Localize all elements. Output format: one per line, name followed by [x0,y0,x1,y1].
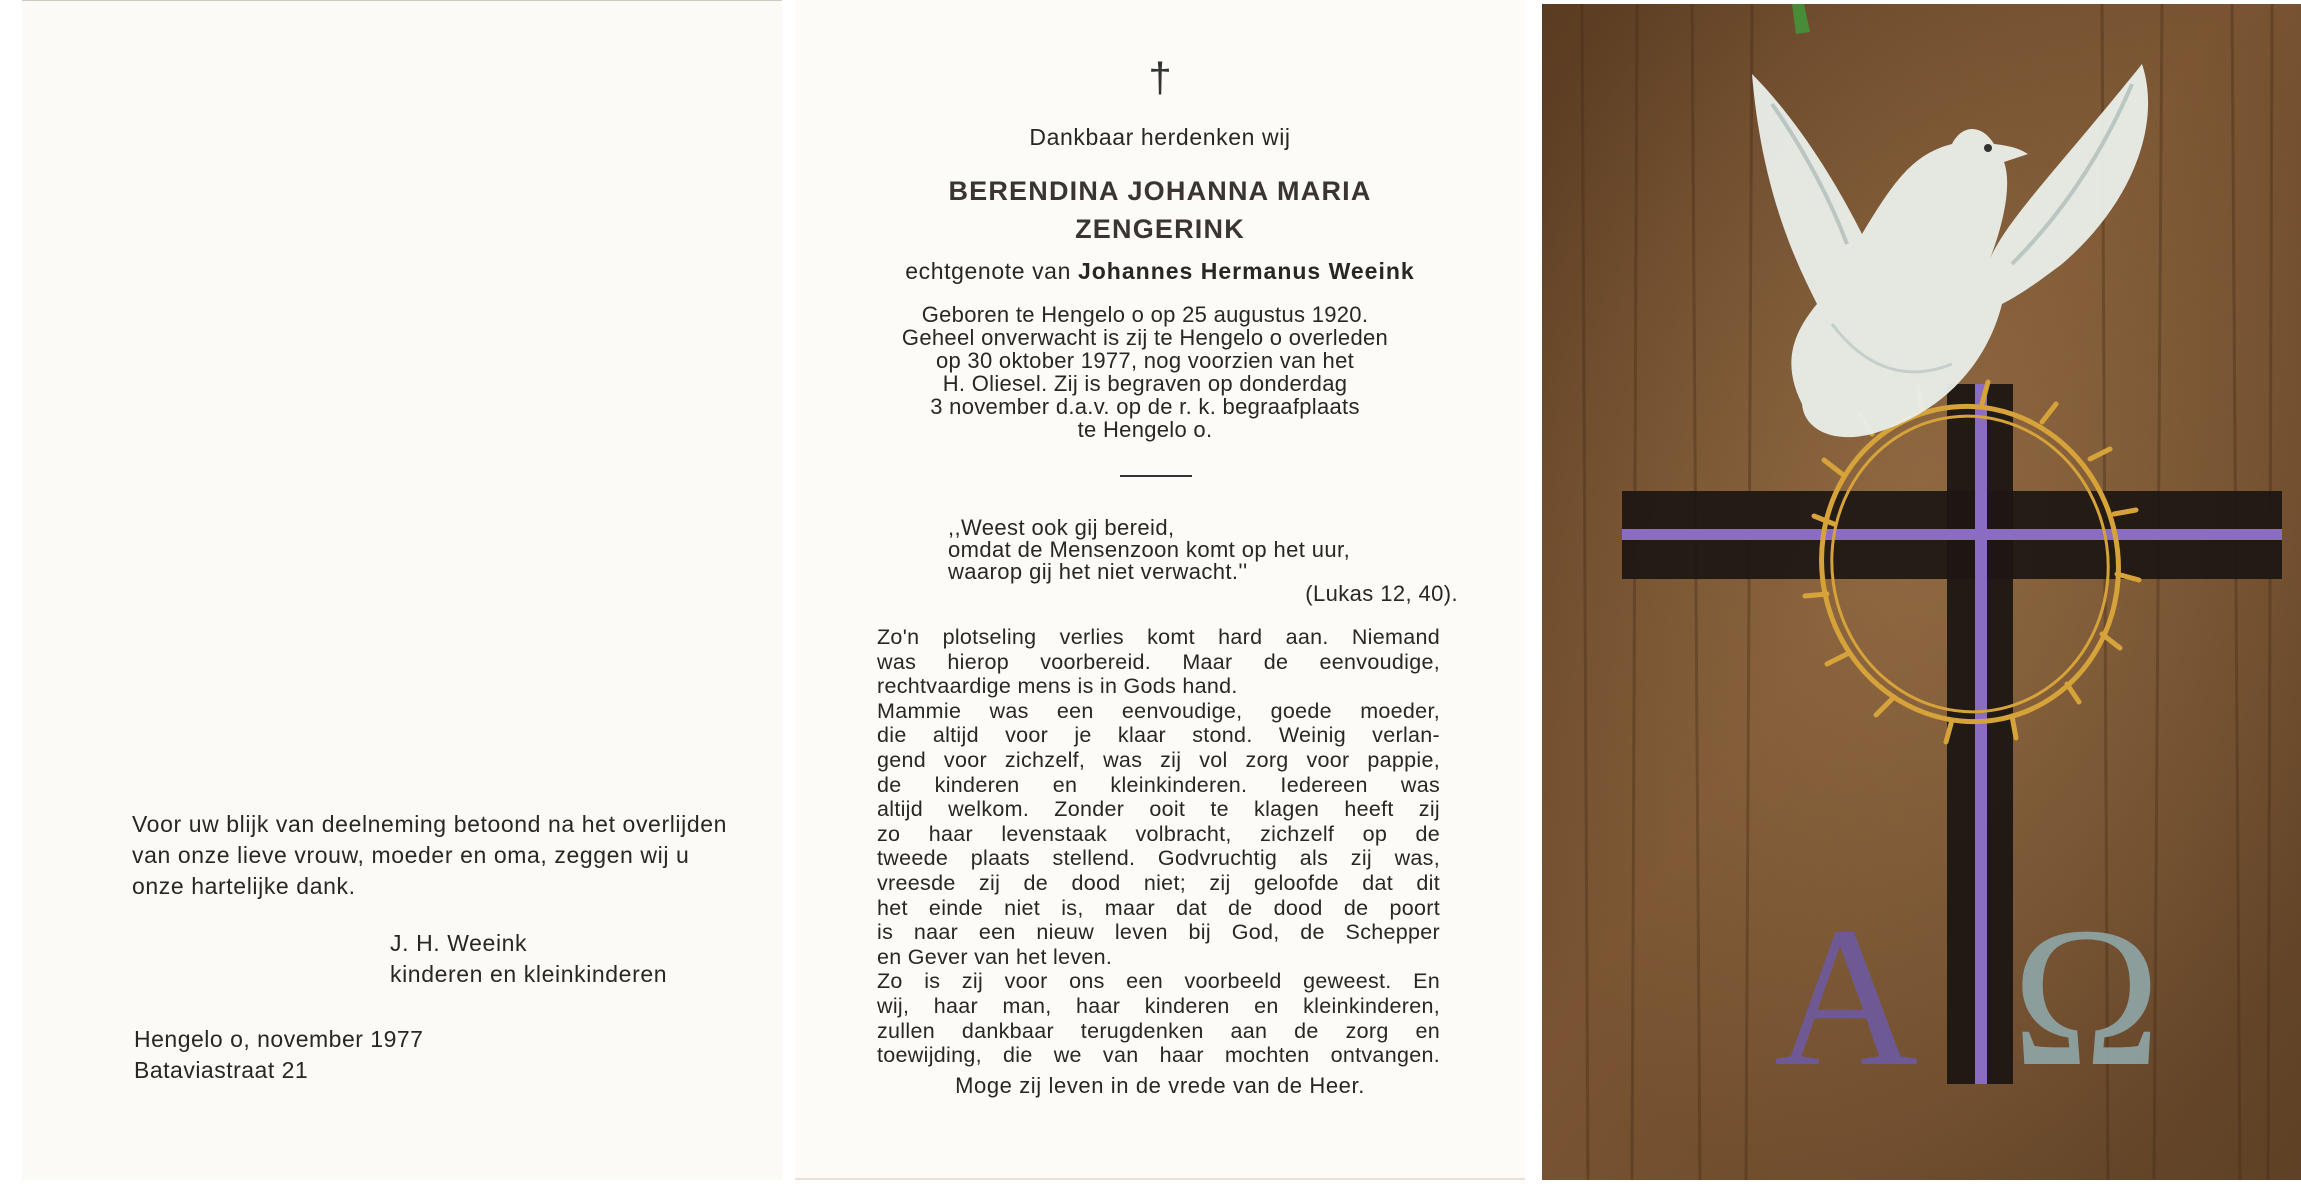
illustration-svg [1542,4,2301,1180]
eulogy-line: Zo'n plotseling verlies komt hard aan. Niemand [877,625,1440,649]
cross-icon: † [1148,54,1172,101]
eulogy-line: tweede plaats stellend. Godvruchtig als zij was, [877,846,1440,871]
spouse-line [795,258,1525,285]
name-line: ZENGERINK [1075,214,1245,244]
scripture-quote [948,517,1458,605]
address-block [134,1024,423,1086]
address-line: Hengelo o, november 1977 [134,1026,424,1052]
eulogy-line: Zo is zij voor ons een voorbeeld geweest. En [877,969,1440,994]
bio-line: te Hengelo o. [1077,417,1213,442]
quote-line: ,,Weest ook gij bereid, [948,515,1175,540]
intro-line: Dankbaar herdenken wij [1029,124,1291,150]
bio-line: H. Oliesel. Zij is begraven op donderdag [942,371,1348,396]
signature-line: kinderen en kleinkinderen [390,961,668,987]
bio-line: Geboren te Hengelo o op 25 augustus 1920. [921,302,1369,327]
spouse-prefix: echtgenote van [905,258,1071,284]
omega-letter: Ω [2012,887,2161,1108]
memorial-text-panel [795,0,1525,1180]
bio-line: 3 november d.a.v. op de r. k. begraafplaats [930,394,1360,419]
divider [1120,475,1192,477]
eulogy-line: het einde niet is, maar dat de dood de poort [877,895,1440,920]
closing-line: Moge zij leven in de vrede van de Heer. [955,1073,1365,1098]
religious-illustration [1542,4,2301,1180]
signature-line: J. H. Weeink [390,930,528,956]
eulogy-line: Mammie was een eenvoudige, goede moeder, [877,698,1440,723]
bio-line: Geheel onverwacht is zij te Hengelo o overleden [901,325,1389,350]
left-card-panel [22,0,782,1180]
thanks-text: Voor uw blijk van deelneming betoond na het overlijden van onze lieve vrouw, moeder en oma, zeggen wij u onze hartelijke dank. [132,811,728,899]
eulogy-line: gend voor zichzelf, was zij vol zorg voor pappie, [877,747,1440,772]
address-line: Bataviastraat 21 [134,1057,309,1083]
eulogy-line: zo haar levenstaak volbracht, zichzelf op de [877,821,1440,846]
eulogy-line: vreesde zij de dood niet; zij geloofde dat dit [877,870,1440,895]
eulogy-line: de kinderen en kleinkinderen. Iedereen was [877,772,1440,797]
quote-reference: (Lukas 12, 40). [1305,581,1458,606]
alpha-letter: A [1774,887,1919,1108]
eulogy-line: die altijd voor je klaar stond. Weinig verlan- [877,723,1440,748]
eulogy-line: is naar een nieuw leven bij God, de Schepper [877,920,1440,945]
spouse-name: Johannes Hermanus Weeink [1077,258,1415,284]
quote-line: waarop gij het niet verwacht.'' [948,559,1248,584]
bio-paragraph [855,303,1435,441]
eulogy-line: was hierop voorbereid. Maar de eenvoudige, [877,649,1440,674]
eulogy-line: zullen dankbaar terugdenken aan de zorg en [877,1018,1440,1043]
quote-line: omdat de Mensenzoon komt op het uur, [948,537,1351,562]
bio-line: op 30 oktober 1977, nog voorzien van het [935,348,1355,373]
signature-block [390,928,667,990]
eulogy-line: altijd welkom. Zonder ooit te klagen heeft zij [877,797,1440,822]
name-line: BERENDINA JOHANNA MARIA [948,176,1372,206]
deceased-name [795,172,1525,248]
eulogy-text [877,625,1440,1068]
eulogy-line: rechtvaardige mens is in Gods hand. [877,674,1238,699]
eulogy-line: toewijding, die we van haar mochten ontvangen. [877,1043,1440,1068]
eulogy-line: wij, haar man, haar kinderen en kleinkinderen, [877,993,1440,1018]
eulogy-line: en Gever van het leven. [877,944,1113,969]
